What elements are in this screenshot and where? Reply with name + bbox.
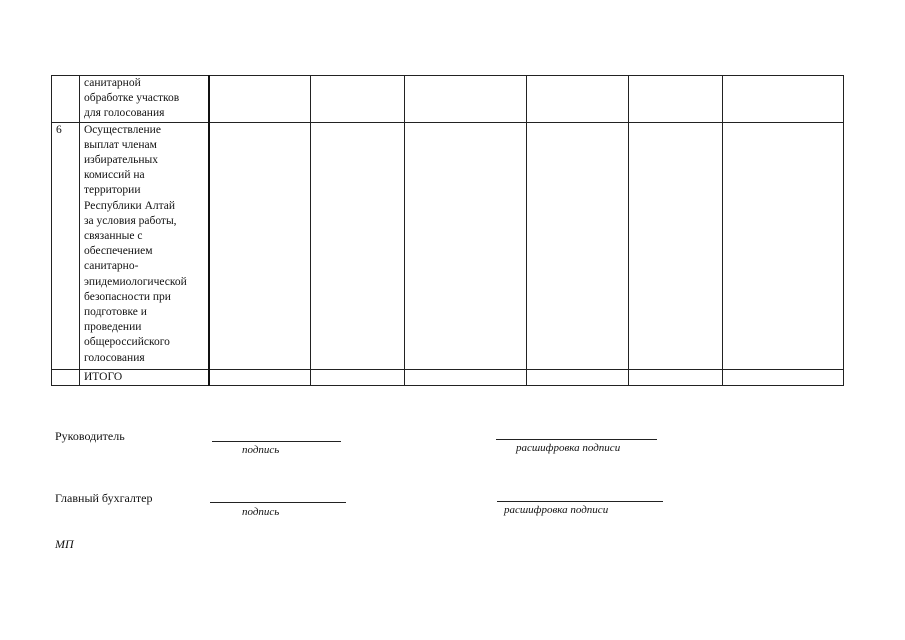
row-number-cell	[52, 76, 80, 123]
head-signature-line	[212, 441, 341, 442]
empty-cell	[527, 76, 629, 123]
accountant-signature-caption: подпись	[242, 506, 280, 518]
empty-cell	[723, 76, 844, 123]
empty-cell	[209, 122, 311, 369]
description-line: выплат членам	[84, 138, 157, 151]
description-line: общероссийского	[84, 336, 170, 349]
row-description-cell	[80, 76, 209, 123]
description-line: санитарно-	[84, 260, 139, 273]
description-line: голосования	[84, 351, 145, 364]
description-line: безопасности при	[84, 290, 171, 303]
description-line: комиссий на	[84, 169, 145, 182]
empty-cell	[311, 369, 405, 385]
accountant-signature-line	[210, 502, 346, 503]
description-line: эпидемиологической	[84, 275, 187, 288]
description-line: обработке участков	[84, 92, 180, 105]
empty-cell	[527, 122, 629, 369]
head-label: Руководитель	[55, 429, 125, 443]
head-decoding-line	[496, 439, 657, 440]
empty-cell	[405, 122, 527, 369]
description-line: подготовке и	[84, 306, 147, 319]
description-line: за условия работы,	[84, 214, 177, 227]
expense-table	[51, 75, 844, 386]
description-line: санитарной	[84, 77, 141, 89]
description-line: территории	[84, 184, 141, 197]
accountant-decoding-line	[497, 501, 663, 502]
row-number-cell: 6	[52, 122, 80, 369]
description-line: избирательных	[84, 154, 159, 167]
accountant-decoding-caption: расшифровка подписи	[504, 504, 609, 516]
empty-cell	[311, 122, 405, 369]
empty-cell	[723, 122, 844, 369]
empty-cell	[405, 369, 527, 385]
description-line: обеспечением	[84, 245, 153, 258]
description-line: Осуществление	[84, 123, 161, 136]
empty-cell	[311, 76, 405, 123]
head-signature-caption: подпись	[242, 444, 280, 456]
empty-cell	[405, 76, 527, 123]
empty-cell	[629, 122, 723, 369]
empty-cell	[209, 76, 311, 123]
description-line: связанные с	[84, 230, 143, 243]
description-line: проведении	[84, 321, 142, 334]
table-row-6	[52, 122, 844, 369]
empty-cell	[527, 369, 629, 385]
table-row-continued	[52, 76, 844, 123]
empty-cell	[629, 76, 723, 123]
total-label-cell: ИТОГО	[80, 369, 209, 385]
row-description-cell	[80, 122, 209, 369]
stamp-label: МП	[55, 537, 74, 551]
row-number-cell	[52, 369, 80, 385]
empty-cell	[723, 369, 844, 385]
description-line: для голосования	[84, 107, 165, 120]
table-row-total	[52, 369, 844, 385]
empty-cell	[209, 369, 311, 385]
accountant-label: Главный бухгалтер	[55, 491, 153, 505]
head-decoding-caption: расшифровка подписи	[516, 442, 621, 454]
description-line: Республики Алтай	[84, 199, 176, 212]
empty-cell	[629, 369, 723, 385]
